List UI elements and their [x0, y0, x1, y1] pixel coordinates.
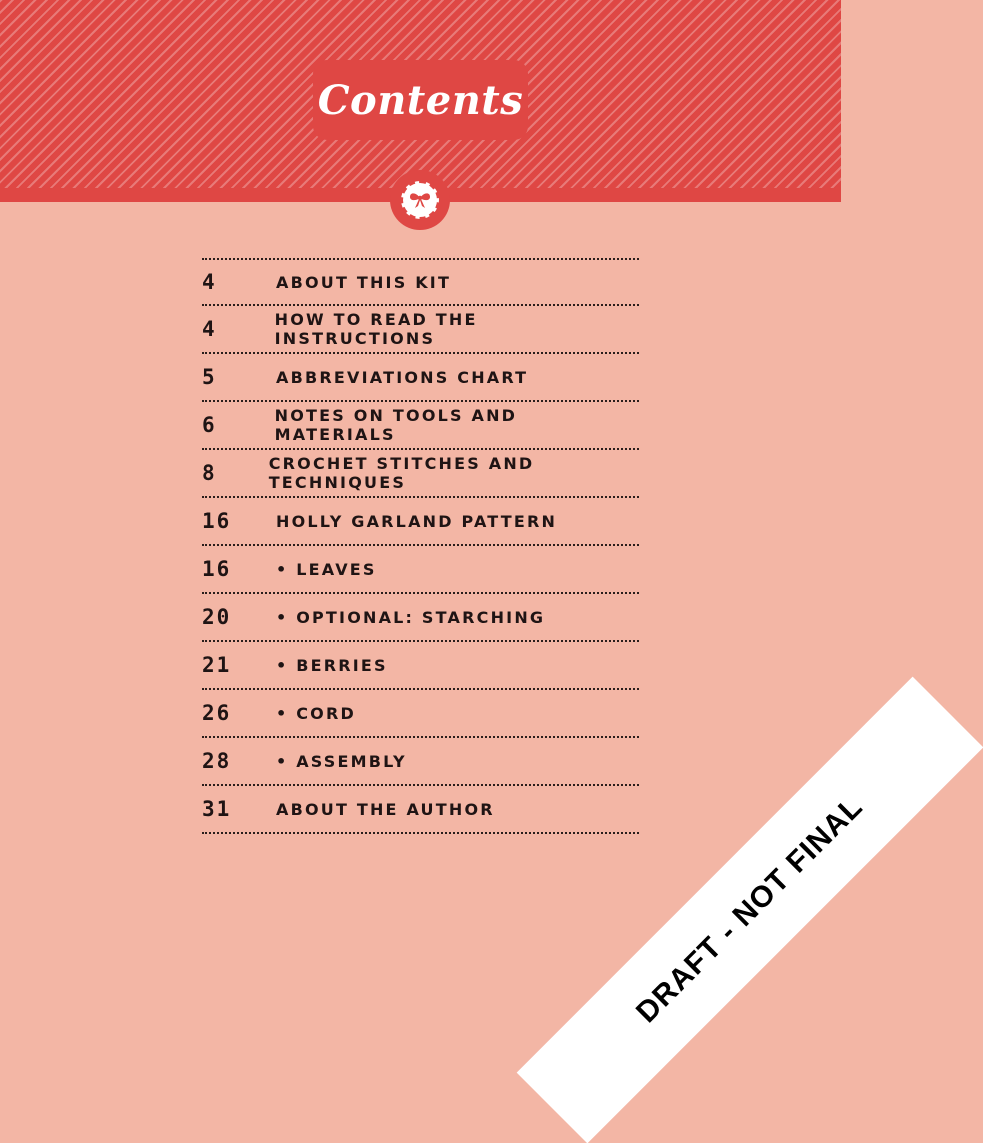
page-title: Contents: [317, 76, 524, 124]
toc-entry[interactable]: [202, 594, 639, 642]
toc-entry[interactable]: [202, 354, 639, 402]
toc-label: NOTES ON TOOLS AND MATERIALS: [274, 406, 518, 444]
toc-entry[interactable]: [202, 306, 639, 354]
toc-page-number: 5: [202, 365, 217, 389]
toc-entry[interactable]: [202, 738, 639, 786]
toc-label: ABOUT THIS KIT: [276, 272, 452, 292]
bow-badge: [390, 170, 450, 230]
bow-icon: [408, 191, 432, 209]
toc-entry[interactable]: [202, 498, 639, 546]
toc-page-number: 8: [202, 461, 217, 485]
toc-label: • ASSEMBLY: [276, 751, 407, 771]
title-box: [313, 60, 528, 140]
toc-label: • CORD: [276, 703, 356, 723]
toc-page-number: 4: [202, 317, 217, 341]
toc-label: • LEAVES: [276, 559, 377, 579]
toc-entry[interactable]: [202, 258, 639, 306]
toc-entry[interactable]: [202, 786, 639, 834]
toc-page-number: 31: [202, 797, 232, 821]
bow-badge-inner: [401, 181, 439, 219]
toc-label: • OPTIONAL: STARCHING: [276, 607, 546, 627]
toc-entry[interactable]: [202, 642, 639, 690]
toc-label: • BERRIES: [276, 655, 388, 675]
toc-entry[interactable]: [202, 546, 639, 594]
toc-page-number: 28: [202, 749, 232, 773]
toc-page-number: 4: [202, 270, 217, 294]
toc-label: ABOUT THE AUTHOR: [276, 799, 495, 819]
toc-label: HOLLY GARLAND PATTERN: [276, 511, 558, 531]
toc-page-number: 16: [202, 557, 232, 581]
toc-label: HOW TO READ THE INSTRUCTIONS: [274, 310, 478, 348]
toc-label: CROCHET STITCHES AND TECHNIQUES: [268, 454, 535, 492]
toc-page-number: 20: [202, 605, 232, 629]
toc-page-number: 21: [202, 653, 232, 677]
draft-watermark-text: DRAFT - NOT FINAL: [630, 790, 870, 1030]
toc-page-number: 26: [202, 701, 232, 725]
toc-entry[interactable]: [202, 450, 639, 498]
toc-entry[interactable]: [202, 690, 639, 738]
toc-page-number: 16: [202, 509, 232, 533]
table-of-contents: [202, 258, 639, 834]
toc-label: ABBREVIATIONS CHART: [276, 367, 529, 387]
toc-page-number: 6: [202, 413, 217, 437]
toc-entry[interactable]: [202, 402, 639, 450]
